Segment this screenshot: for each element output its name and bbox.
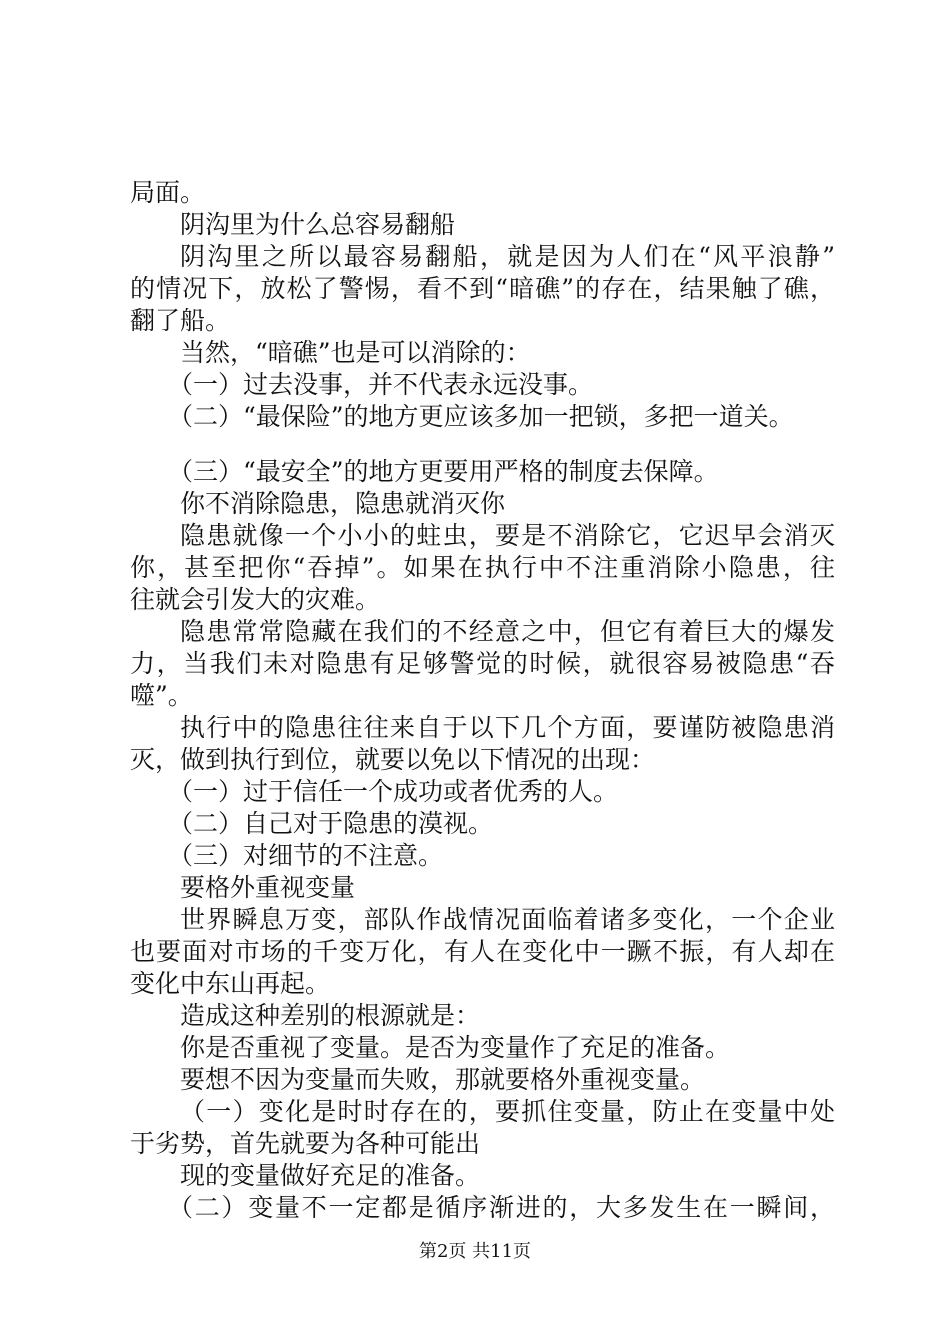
paragraph-line: 翻了船。 — [130, 306, 231, 335]
paragraph-line: 阴沟里之所以最容易翻船，就是因为人们在“风平浪静” — [180, 242, 835, 271]
paragraph-line: 要想不因为变量而失败，那就要格外重视变量。 — [180, 1065, 706, 1094]
list-item: （二）变量不一定都是循序渐进的，大多发生在一瞬间， — [168, 1193, 835, 1222]
list-item: （一）过去没事，并不代表永远没事。 — [168, 370, 594, 399]
paragraph-line: 现的变量做好充足的准备。 — [180, 1161, 481, 1190]
paragraph-line: 局面。 — [130, 178, 206, 207]
list-item: （二）自己对于隐患的漠视。 — [168, 809, 494, 838]
paragraph-line: 隐患常常隐藏在我们的不经意之中，但它有着巨大的爆发 — [180, 617, 835, 646]
list-item: （三）“最安全”的地方更要用严格的制度去保障。 — [168, 457, 719, 486]
paragraph-line: 执行中的隐患往往来自于以下几个方面，要谨防被隐患消 — [180, 713, 835, 742]
list-item: （一）变化是时时存在的，要抓住变量，防止在变量中处 — [180, 1097, 835, 1126]
list-item: （三）对细节的不注意。 — [168, 841, 444, 870]
paragraph-line: 你，甚至把你“吞掉”。如果在执行中不注重消除小隐患，往 — [130, 553, 835, 582]
paragraph-line: 变化中东山再起。 — [130, 969, 331, 998]
page-number-footer: 第2页 共11页 — [418, 1241, 532, 1262]
paragraph-line: 噬”。 — [130, 681, 193, 710]
section-heading: 你不消除隐患，隐患就消灭你 — [180, 489, 506, 518]
paragraph-line: 灭，做到执行到位，就要以免以下情况的出现： — [130, 745, 656, 774]
paragraph-line: 造成这种差别的根源就是： — [180, 1001, 481, 1030]
paragraph-line: 当然，“暗礁”也是可以消除的： — [180, 338, 531, 367]
paragraph-line: 你是否重视了变量。是否为变量作了充足的准备。 — [180, 1033, 731, 1062]
paragraph-line: 的情况下，放松了警惕，看不到“暗礁”的存在，结果触了礁， — [130, 274, 835, 303]
paragraph-line: 力，当我们未对隐患有足够警觉的时候，就很容易被隐患“吞 — [130, 649, 835, 678]
paragraph-line: 世界瞬息万变，部队作战情况面临着诸多变化，一个企业 — [180, 905, 835, 934]
paragraph-line: 往就会引发大的灾难。 — [130, 585, 381, 614]
list-item: （一）过于信任一个成功或者优秀的人。 — [168, 777, 619, 806]
paragraph-line: 隐患就像一个小小的蛀虫，要是不消除它，它迟早会消灭 — [180, 521, 835, 550]
section-heading: 要格外重视变量 — [180, 873, 356, 902]
paragraph-line: 也要面对市场的千变万化，有人在变化中一蹶不振，有人却在 — [130, 937, 835, 966]
list-item: （二）“最保险”的地方更应该多加一把锁，多把一道关。 — [168, 402, 794, 431]
paragraph-line: 于劣势，首先就要为各种可能出 — [130, 1129, 481, 1158]
section-heading: 阴沟里为什么总容易翻船 — [180, 210, 456, 239]
